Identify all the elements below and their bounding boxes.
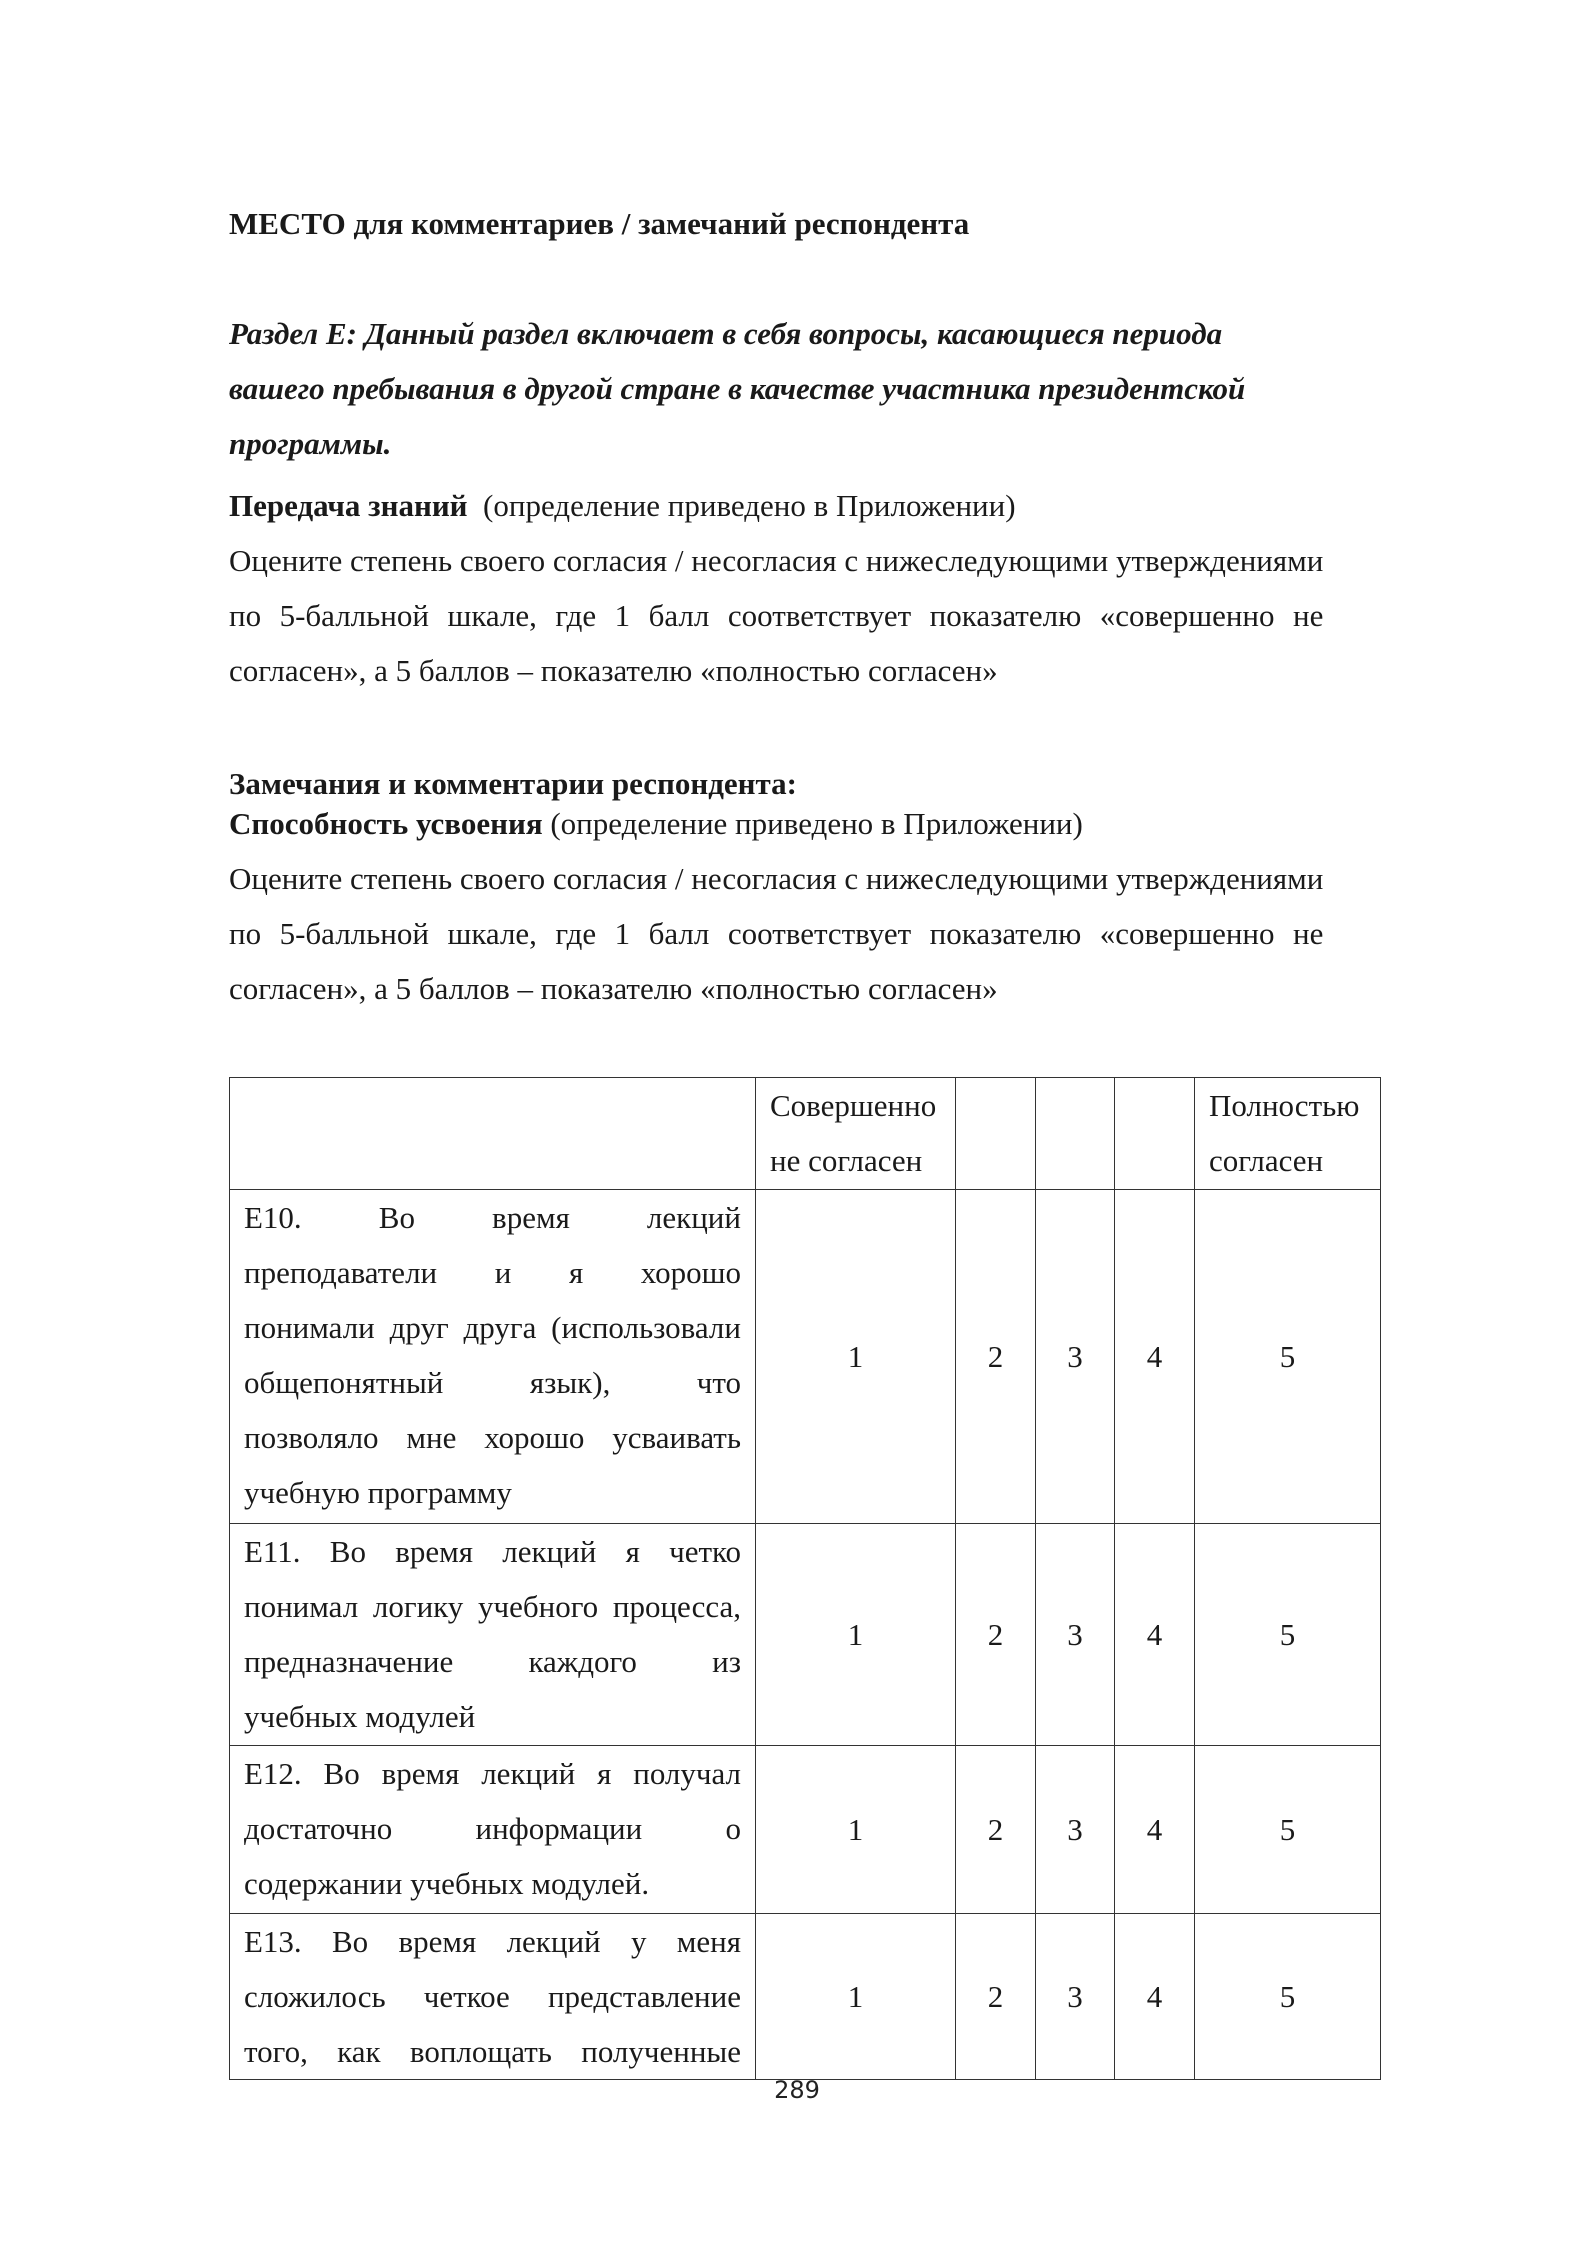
e13-line-2: сложилось четкое представление [244,1979,741,2014]
page-number: 289 [774,2076,820,2104]
header-col1-line-1: Совершенно [770,1088,937,1123]
e11-line-4: учебных модулей [244,1699,476,1734]
header-cell-2 [956,1078,1036,1190]
header-col5-line-1: Полностью [1209,1088,1360,1123]
likert-scale-table [229,1077,1381,2080]
e11-option-3[interactable]: 3 [1036,1524,1115,1746]
transfer-instructions-3: согласен», а 5 баллов – показателю «полностью согласен» [229,653,998,688]
page-title: МЕСТО для комментариев / замечаний респондента [229,206,970,241]
e13-option-2[interactable]: 2 [956,1914,1036,2080]
question-e13 [230,1914,756,2080]
absorptive-capacity-block [229,796,1323,1016]
knowledge-transfer-note: (определение приведено в Приложении) [483,488,1016,523]
header-col1-line-2: не согласен [770,1143,923,1178]
absorb-instructions-2: по 5-балльной шкале, где 1 балл соответствует показателю «совершенно не [229,916,1324,951]
e10-line-2: преподаватели и я хорошо [244,1255,741,1290]
e12-line-2: достаточно информации о [244,1811,741,1846]
absorptive-capacity-heading: Способность усвоения [229,806,543,841]
e10-line-5: позволяло мне хорошо усваивать [244,1420,741,1455]
e11-option-5[interactable]: 5 [1195,1524,1381,1746]
e11-option-1[interactable]: 1 [756,1524,956,1746]
e11-line-3: предназначение каждого из [244,1644,741,1679]
knowledge-transfer-block [229,478,1323,698]
absorb-instructions-1: Оцените степень своего согласия / несогласия с нижеследующими утверждениями [229,861,1324,896]
knowledge-transfer-heading: Передача знаний [229,488,468,523]
table-row-e13 [230,1914,1381,2080]
respondent-notes-heading: Замечания и комментарии респондента: [229,766,797,801]
header-strongly-disagree [756,1078,956,1190]
e13-option-3[interactable]: 3 [1036,1914,1115,2080]
e10-line-3: понимали друг друга (использовали [244,1310,741,1345]
e10-line-1: Е10. Во время лекций [244,1200,741,1235]
header-cell-3 [1036,1078,1115,1190]
e10-line-4: общепонятный язык), что [244,1365,741,1400]
e11-line-1: Е11. Во время лекций я четко [244,1534,741,1569]
e13-option-1[interactable]: 1 [756,1914,956,2080]
header-blank-cell [230,1078,756,1190]
transfer-instructions-1: Оцените степень своего согласия / несогласия с нижеследующими утверждениями [229,543,1324,578]
e12-option-3[interactable]: 3 [1036,1746,1115,1914]
e12-option-4[interactable]: 4 [1115,1746,1195,1914]
absorb-instructions-3: согласен», а 5 баллов – показателю «полностью согласен» [229,971,998,1006]
e12-line-1: Е12. Во время лекций я получал [244,1756,741,1791]
section-e-line-1: Раздел Е: Данный раздел включает в себя вопросы, касающиеся периода [229,316,1223,351]
e10-line-6: учебную программу [244,1475,512,1510]
e10-option-2[interactable]: 2 [956,1190,1036,1524]
e13-line-3: того, как воплощать полученные [244,2034,741,2069]
e13-line-1: Е13. Во время лекций у меня [244,1924,741,1959]
section-e-line-3: программы. [229,426,392,461]
e10-option-5[interactable]: 5 [1195,1190,1381,1524]
knowledge-transfer-heading-line [229,478,1323,533]
question-e12 [230,1746,756,1914]
absorptive-capacity-heading-line [229,796,1323,851]
header-cell-4 [1115,1078,1195,1190]
e12-option-1[interactable]: 1 [756,1746,956,1914]
e12-option-5[interactable]: 5 [1195,1746,1381,1914]
e11-option-2[interactable]: 2 [956,1524,1036,1746]
header-col5-line-2: согласен [1209,1143,1324,1178]
e13-option-5[interactable]: 5 [1195,1914,1381,2080]
e10-option-3[interactable]: 3 [1036,1190,1115,1524]
e12-line-3: содержании учебных модулей. [244,1866,650,1901]
e10-option-1[interactable]: 1 [756,1190,956,1524]
section-e-intro [229,306,1245,471]
transfer-instructions-2: по 5-балльной шкале, где 1 балл соответствует показателю «совершенно не [229,598,1324,633]
absorptive-capacity-note: (определение приведено в Приложении) [550,806,1083,841]
header-strongly-agree [1195,1078,1381,1190]
e11-option-4[interactable]: 4 [1115,1524,1195,1746]
e10-option-4[interactable]: 4 [1115,1190,1195,1524]
section-e-line-2: вашего пребывания в другой стране в качестве участника президентской [229,371,1246,406]
question-e11 [230,1524,756,1746]
table-row-e12 [230,1746,1381,1914]
question-e10 [230,1190,756,1524]
table-row-e11 [230,1524,1381,1746]
e13-option-4[interactable]: 4 [1115,1914,1195,2080]
e12-option-2[interactable]: 2 [956,1746,1036,1914]
e11-line-2: понимал логику учебного процесса, [244,1589,741,1624]
table-row-e10 [230,1190,1381,1524]
table-header-row [230,1078,1381,1190]
